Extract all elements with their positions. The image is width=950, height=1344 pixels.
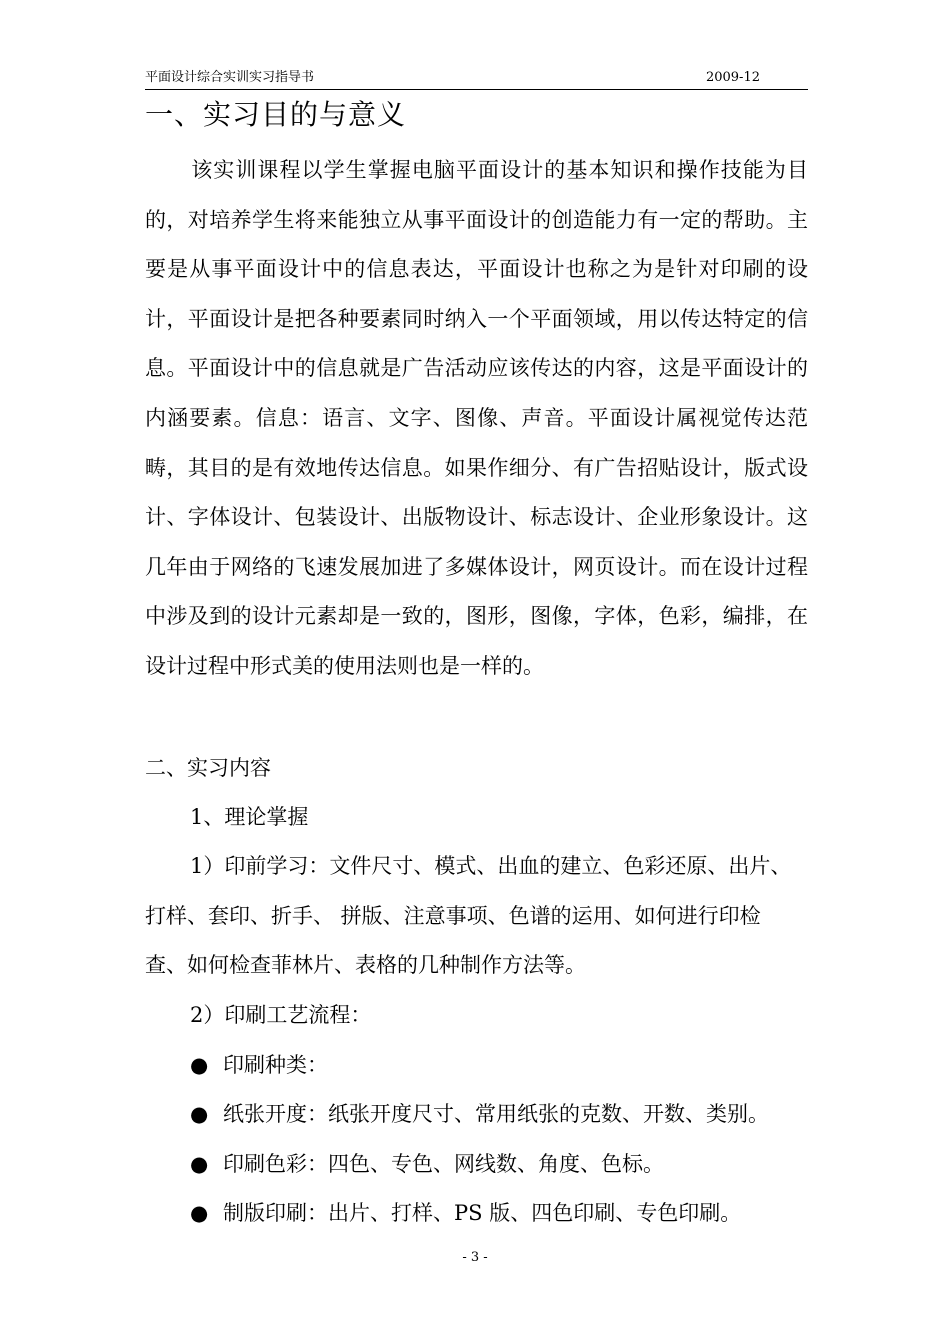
header-date: 2009-12 bbox=[705, 70, 760, 85]
bullet-dot: ● bbox=[190, 1201, 209, 1225]
bullet-dot: ● bbox=[190, 1102, 209, 1126]
header-title: 平面设计综合实训实习指导书 bbox=[145, 70, 315, 85]
page-number: - 3 - bbox=[462, 1250, 488, 1265]
item-prepress-line-3: 查、如何检查菲林片、表格的几种制作方法等。 bbox=[145, 953, 586, 977]
item-prepress-line-2: 打样、套印、折手、 拼版、注意事项、色谱的运用、如何进行印检 bbox=[145, 904, 761, 928]
list-item: 印刷色彩：四色、专色、网线数、角度、色标。 bbox=[223, 1152, 664, 1176]
list-item: 制版印刷：出片、打样、PS 版、四色印刷、专色印刷。 bbox=[223, 1201, 742, 1225]
bullet-dot: ● bbox=[190, 1152, 209, 1176]
purpose-paragraph: 该实训课程以学生掌握电脑平面设计的基本知识和操作技能为目的，对培养学生将来能独立从事平面设计的创造能力有一定的帮助。主要是从事平面设计中的信息表达，平面设计也称之为是针对印刷的设计，平面设计是把各种要素同时纳入一个平面领域，用以传达特定的信息。平面设计中的信息就是广告活动应该传达的内容，这是平面设计的内涵要素。信息：语言、文字、图像、声音。平面设计属视觉传达范畴，其目的是有效地传达信息。如果作细分、有广告招贴设计，版式设计、字体设计、包装设计、出版物设计、标志设计、企业形象设计。这几年由于网络的飞速发展加进了多媒体设计，网页设计。而在设计过程中涉及到的设计元素却是一致的，图形，图像，字体，色彩，编排，在设计过程中形式美的使用法则也是一样的。 bbox=[145, 158, 808, 678]
list-item: 纸张开度：纸张开度尺寸、常用纸张的克数、开数、类别。 bbox=[223, 1102, 769, 1126]
header-rule bbox=[145, 89, 808, 90]
section-heading-purpose: 一、实习目的与意义 bbox=[145, 98, 407, 131]
item-prepress-line-1: 1）印前学习：文件尺寸、模式、出血的建立、色彩还原、出片、 bbox=[190, 854, 792, 878]
subheading-theory: 1、理论掌握 bbox=[190, 805, 309, 829]
list-item: 印刷种类： bbox=[223, 1053, 328, 1077]
bullet-dot: ● bbox=[190, 1053, 209, 1077]
section-heading-content: 二、实习内容 bbox=[145, 756, 271, 780]
item-printing-process: 2）印刷工艺流程： bbox=[190, 1003, 372, 1027]
